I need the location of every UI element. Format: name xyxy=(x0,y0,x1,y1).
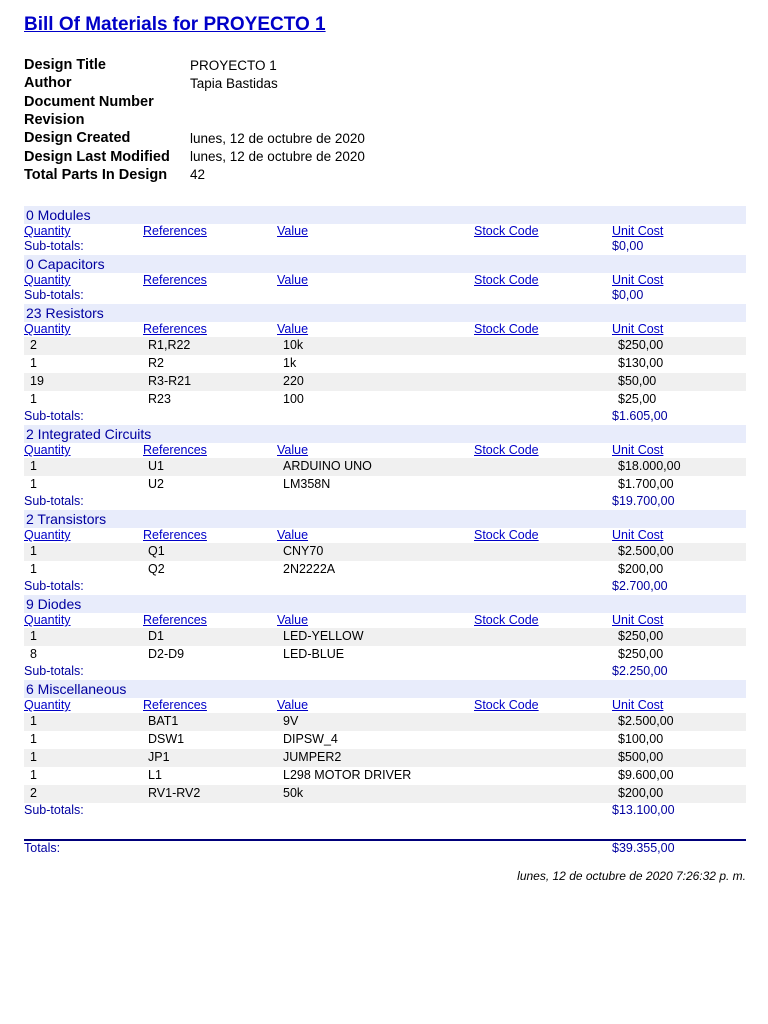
cell-value: 10k xyxy=(283,338,304,352)
table-row xyxy=(24,355,746,373)
cell-value: 9V xyxy=(283,714,299,728)
table-row xyxy=(24,628,746,646)
subtotal-value: $0,00 xyxy=(612,288,644,302)
table-row xyxy=(24,749,746,767)
cell-unit-cost: $2.500,00 xyxy=(618,714,674,728)
cell-unit-cost: $200,00 xyxy=(618,786,664,800)
column-header-row xyxy=(24,613,746,628)
meta-row-design-last-modified xyxy=(24,147,365,165)
bom-table xyxy=(24,206,746,819)
column-header-stock-code[interactable]: Stock Code xyxy=(474,322,539,336)
subtotal-row xyxy=(24,239,746,255)
column-header-value[interactable]: Value xyxy=(277,273,309,287)
table-row xyxy=(24,767,746,785)
subtotal-value: $19.700,00 xyxy=(612,494,675,508)
column-header-value[interactable]: Value xyxy=(277,528,309,542)
cell-unit-cost: $200,00 xyxy=(618,562,664,576)
column-header-unit-cost[interactable]: Unit Cost xyxy=(612,698,664,712)
cell-references: R3-R21 xyxy=(148,374,192,388)
cell-references: R23 xyxy=(148,392,171,406)
cell-references: U1 xyxy=(148,459,164,473)
category-header-23-resistors: 23 Resistors xyxy=(24,304,746,322)
cell-quantity: 2 xyxy=(30,338,37,352)
table-row xyxy=(24,713,746,731)
cell-value: LED-YELLOW xyxy=(283,629,364,643)
cell-references: U2 xyxy=(148,477,164,491)
cell-references: D2-D9 xyxy=(148,647,185,661)
column-header-row xyxy=(24,322,746,337)
cell-value: DIPSW_4 xyxy=(283,732,338,746)
cell-unit-cost: $9.600,00 xyxy=(618,768,674,782)
cell-quantity: 1 xyxy=(30,732,37,746)
category-header-2-integrated-circuits: 2 Integrated Circuits xyxy=(24,425,746,443)
column-header-value[interactable]: Value xyxy=(277,698,309,712)
meta-row-design-title xyxy=(24,56,365,74)
subtotal-label: Sub-totals: xyxy=(24,803,84,817)
cell-value: 1k xyxy=(283,356,297,370)
meta-value: lunes, 12 de octubre de 2020 xyxy=(190,149,365,165)
meta-row-revision xyxy=(24,111,365,129)
cell-references: BAT1 xyxy=(148,714,179,728)
cell-value: LM358N xyxy=(283,477,331,491)
cell-value: 100 xyxy=(283,392,304,406)
cell-value: 220 xyxy=(283,374,304,388)
column-header-unit-cost[interactable]: Unit Cost xyxy=(612,224,664,238)
totals-label: Totals: xyxy=(24,841,61,855)
cell-unit-cost: $50,00 xyxy=(618,374,657,388)
cell-references: JP1 xyxy=(148,750,170,764)
subtotal-label: Sub-totals: xyxy=(24,239,84,253)
cell-unit-cost: $25,00 xyxy=(618,392,657,406)
cell-value: 50k xyxy=(283,786,304,800)
subtotal-row xyxy=(24,494,746,510)
cell-references: R1,R22 xyxy=(148,338,191,352)
cell-quantity: 2 xyxy=(30,786,37,800)
subtotal-value: $0,00 xyxy=(612,239,644,253)
cell-references: R2 xyxy=(148,356,164,370)
cell-quantity: 1 xyxy=(30,392,37,406)
column-header-references[interactable]: References xyxy=(143,698,207,712)
meta-value xyxy=(190,93,365,111)
table-row xyxy=(24,337,746,355)
cell-unit-cost: $130,00 xyxy=(618,356,664,370)
column-header-unit-cost[interactable]: Unit Cost xyxy=(612,322,664,336)
table-row xyxy=(24,476,746,494)
cell-value: LED-BLUE xyxy=(283,647,345,661)
cell-quantity: 1 xyxy=(30,459,37,473)
column-header-stock-code[interactable]: Stock Code xyxy=(474,224,539,238)
meta-label: Design Created xyxy=(24,130,131,147)
subtotal-value: $2.700,00 xyxy=(612,579,668,593)
subtotal-row xyxy=(24,803,746,819)
column-header-references[interactable]: References xyxy=(143,528,207,542)
meta-label: Design Title xyxy=(24,57,106,74)
category-header-2-transistors: 2 Transistors xyxy=(24,510,746,528)
column-header-stock-code[interactable]: Stock Code xyxy=(474,613,539,627)
meta-value: PROYECTO 1 xyxy=(190,57,277,73)
column-header-stock-code[interactable]: Stock Code xyxy=(474,698,539,712)
cell-unit-cost: $2.500,00 xyxy=(618,544,674,558)
meta-value: Tapia Bastidas xyxy=(190,75,278,91)
column-header-row xyxy=(24,528,746,543)
table-row xyxy=(24,646,746,664)
column-header-quantity[interactable]: Quantity xyxy=(24,443,71,457)
page-title: Bill Of Materials for PROYECTO 1 xyxy=(24,14,326,35)
column-header-stock-code[interactable]: Stock Code xyxy=(474,443,539,457)
category-header-9-diodes: 9 Diodes xyxy=(24,595,746,613)
meta-row-author xyxy=(24,74,365,92)
cell-quantity: 1 xyxy=(30,356,37,370)
cell-unit-cost: $100,00 xyxy=(618,732,664,746)
meta-label: Design Last Modified xyxy=(24,148,170,165)
subtotal-label: Sub-totals: xyxy=(24,288,84,302)
column-header-references[interactable]: References xyxy=(143,224,207,238)
column-header-quantity[interactable]: Quantity xyxy=(24,273,71,287)
column-header-value[interactable]: Value xyxy=(277,322,309,336)
subtotal-value: $13.100,00 xyxy=(612,803,675,817)
cell-references: RV1-RV2 xyxy=(148,786,201,800)
meta-value: 42 xyxy=(190,167,206,183)
column-header-quantity[interactable]: Quantity xyxy=(24,613,71,627)
cell-unit-cost: $18.000,00 xyxy=(618,459,681,473)
cell-references: D1 xyxy=(148,629,164,643)
cell-references: Q2 xyxy=(148,562,165,576)
meta-label: Revision xyxy=(24,112,85,129)
subtotal-label: Sub-totals: xyxy=(24,664,84,678)
cell-unit-cost: $250,00 xyxy=(618,629,664,643)
cell-quantity: 1 xyxy=(30,562,37,576)
table-row xyxy=(24,731,746,749)
cell-quantity: 1 xyxy=(30,629,37,643)
subtotal-row xyxy=(24,288,746,304)
column-header-row xyxy=(24,224,746,239)
cell-quantity: 1 xyxy=(30,768,37,782)
cell-unit-cost: $1.700,00 xyxy=(618,477,674,491)
column-header-unit-cost[interactable]: Unit Cost xyxy=(612,443,664,457)
cell-value: 2N2222A xyxy=(283,562,336,576)
subtotal-value: $1.605,00 xyxy=(612,409,668,423)
subtotal-label: Sub-totals: xyxy=(24,494,84,508)
cell-unit-cost: $250,00 xyxy=(618,647,664,661)
column-header-value[interactable]: Value xyxy=(277,613,309,627)
subtotal-label: Sub-totals: xyxy=(24,579,84,593)
cell-value: CNY70 xyxy=(283,544,324,558)
subtotal-value: $2.250,00 xyxy=(612,664,668,678)
subtotal-row xyxy=(24,409,746,425)
cell-quantity: 1 xyxy=(30,544,37,558)
column-header-references[interactable]: References xyxy=(143,443,207,457)
cell-value: JUMPER2 xyxy=(283,750,342,764)
cell-unit-cost: $250,00 xyxy=(618,338,664,352)
column-header-stock-code[interactable]: Stock Code xyxy=(474,273,539,287)
table-row xyxy=(24,543,746,561)
meta-label: Total Parts In Design xyxy=(24,166,168,183)
cell-quantity: 19 xyxy=(30,374,44,388)
cell-quantity: 1 xyxy=(30,750,37,764)
cell-references: DSW1 xyxy=(148,732,185,746)
column-header-row xyxy=(24,443,746,458)
totals-value: $39.355,00 xyxy=(612,841,675,855)
column-header-row xyxy=(24,273,746,288)
table-row xyxy=(24,458,746,476)
column-header-unit-cost[interactable]: Unit Cost xyxy=(612,528,664,542)
column-header-unit-cost[interactable]: Unit Cost xyxy=(612,613,664,627)
table-row xyxy=(24,373,746,391)
subtotal-row xyxy=(24,664,746,680)
column-header-unit-cost[interactable]: Unit Cost xyxy=(612,273,664,287)
table-row xyxy=(24,391,746,409)
column-header-row xyxy=(24,698,746,713)
meta-row-design-created xyxy=(24,129,365,147)
meta-row-document-number xyxy=(24,93,365,111)
design-info xyxy=(24,56,365,184)
subtotal-label: Sub-totals: xyxy=(24,409,84,423)
meta-label: Document Number xyxy=(24,93,154,110)
meta-label: Author xyxy=(24,75,72,92)
column-header-quantity[interactable]: Quantity xyxy=(24,698,71,712)
column-header-quantity[interactable]: Quantity xyxy=(24,224,71,238)
subtotal-row xyxy=(24,579,746,595)
cell-quantity: 1 xyxy=(30,477,37,491)
column-header-value[interactable]: Value xyxy=(277,224,309,238)
cell-quantity: 1 xyxy=(30,714,37,728)
column-header-references[interactable]: References xyxy=(143,273,207,287)
cell-value: ARDUINO UNO xyxy=(283,459,372,473)
column-header-references[interactable]: References xyxy=(143,322,207,336)
cell-value: L298 MOTOR DRIVER xyxy=(283,768,412,782)
column-header-quantity[interactable]: Quantity xyxy=(24,322,71,336)
category-header-6-miscellaneous: 6 Miscellaneous xyxy=(24,680,746,698)
cell-unit-cost: $500,00 xyxy=(618,750,664,764)
cell-references: Q1 xyxy=(148,544,165,558)
category-header-0-modules: 0 Modules xyxy=(24,206,746,224)
meta-value xyxy=(190,111,365,129)
meta-value: lunes, 12 de octubre de 2020 xyxy=(190,130,365,146)
column-header-value[interactable]: Value xyxy=(277,443,309,457)
column-header-quantity[interactable]: Quantity xyxy=(24,528,71,542)
report-timestamp: lunes, 12 de octubre de 2020 7:26:32 p. m. xyxy=(517,869,746,883)
meta-row-total-parts xyxy=(24,166,365,184)
cell-quantity: 8 xyxy=(30,647,37,661)
category-header-0-capacitors: 0 Capacitors xyxy=(24,255,746,273)
totals-row xyxy=(24,840,746,856)
column-header-stock-code[interactable]: Stock Code xyxy=(474,528,539,542)
cell-references: L1 xyxy=(148,768,162,782)
table-row xyxy=(24,785,746,803)
table-row xyxy=(24,561,746,579)
column-header-references[interactable]: References xyxy=(143,613,207,627)
